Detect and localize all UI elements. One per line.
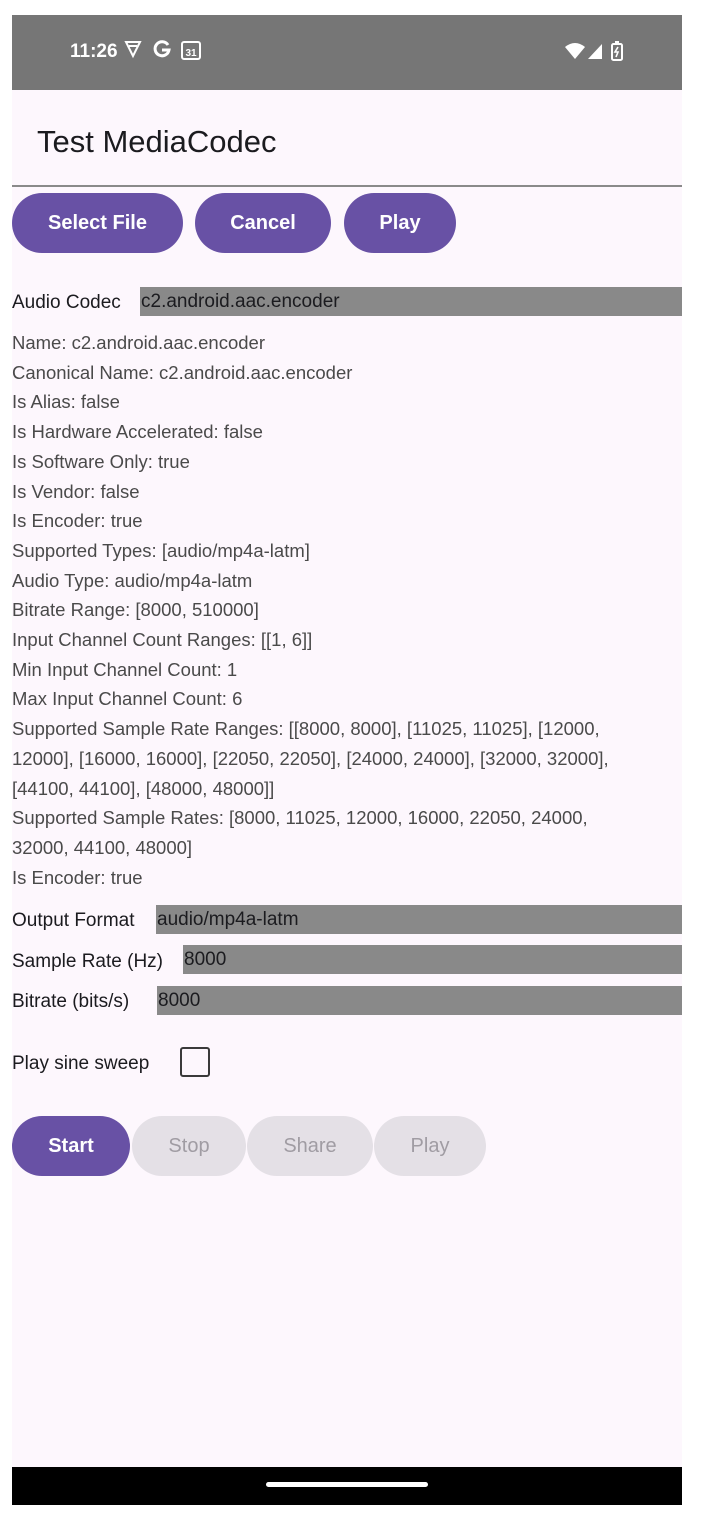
info-line: Canonical Name: c2.android.aac.encoder xyxy=(12,361,353,383)
info-line: Max Input Channel Count: 6 xyxy=(12,688,243,710)
home-gesture-handle[interactable] xyxy=(266,1482,428,1487)
status-time: 11:26 xyxy=(70,41,118,62)
calendar-31-icon xyxy=(180,39,202,67)
output-format-label: Output Format xyxy=(12,910,135,931)
bitrate-dropdown[interactable]: 8000 xyxy=(157,986,682,1015)
info-line: Is Vendor: false xyxy=(12,480,140,502)
info-line: Supported Sample Rates: [8000, 11025, 12000, 16000, 22050, 24000, xyxy=(12,807,588,829)
page-title: Test MediaCodec xyxy=(37,124,277,159)
cancel-button[interactable]: Cancel xyxy=(195,193,331,253)
bitrate-label: Bitrate (bits/s) xyxy=(12,991,130,1012)
sine-sweep-checkbox[interactable] xyxy=(180,1047,210,1077)
status-icons-right xyxy=(564,40,630,67)
info-line: Is Alias: false xyxy=(12,391,120,413)
info-line: Is Encoder: true xyxy=(12,866,143,888)
stop-button[interactable]: Stop xyxy=(132,1116,246,1176)
info-line: Is Encoder: true xyxy=(12,510,143,532)
sine-sweep-label: Play sine sweep xyxy=(12,1053,150,1074)
navigation-bar xyxy=(12,1467,682,1505)
sample-rate-label: Sample Rate (Hz) xyxy=(12,951,163,972)
play-output-button[interactable]: Play xyxy=(374,1116,486,1176)
audio-codec-dropdown[interactable]: c2.android.aac.encoder xyxy=(140,287,682,316)
info-line: Supported Types: [audio/mp4a-latm] xyxy=(12,539,310,561)
info-line: Is Software Only: true xyxy=(12,450,190,472)
info-line: 32000, 44100, 48000] xyxy=(12,836,193,858)
info-line: Input Channel Count Ranges: [[1, 6]] xyxy=(12,629,313,651)
wifi-icon xyxy=(565,43,585,59)
info-line: Audio Type: audio/mp4a-latm xyxy=(12,569,253,591)
app-bar xyxy=(12,90,682,187)
audio-codec-label: Audio Codec xyxy=(12,292,121,313)
info-line: Supported Sample Rate Ranges: [[8000, 8000], [11025, 11025], [12000, xyxy=(12,718,600,740)
select-file-button[interactable]: Select File xyxy=(12,193,183,253)
play-file-button[interactable]: Play xyxy=(344,193,456,253)
shield-icon xyxy=(123,39,143,65)
sample-rate-dropdown[interactable]: 8000 xyxy=(183,945,682,974)
share-button[interactable]: Share xyxy=(247,1116,373,1176)
output-format-dropdown[interactable]: audio/mp4a-latm xyxy=(156,905,682,934)
start-button[interactable]: Start xyxy=(12,1116,130,1176)
info-line: Name: c2.android.aac.encoder xyxy=(12,332,265,353)
cell-signal-icon xyxy=(588,44,602,59)
google-g-icon xyxy=(152,39,172,65)
info-line: [44100, 44100], [48000, 48000]] xyxy=(12,777,275,799)
status-bar xyxy=(12,15,682,90)
codec-info-text xyxy=(12,328,672,892)
info-line: Min Input Channel Count: 1 xyxy=(12,658,238,680)
info-line: 12000], [16000, 16000], [22050, 22050], [24000, 24000], [32000, 32000], xyxy=(12,747,609,769)
calendar-day-text: 31 xyxy=(185,48,197,59)
app-screen xyxy=(12,15,682,1505)
info-line: Bitrate Range: [8000, 510000] xyxy=(12,599,259,621)
battery-icon xyxy=(612,41,622,60)
info-line: Is Hardware Accelerated: false xyxy=(12,421,263,443)
